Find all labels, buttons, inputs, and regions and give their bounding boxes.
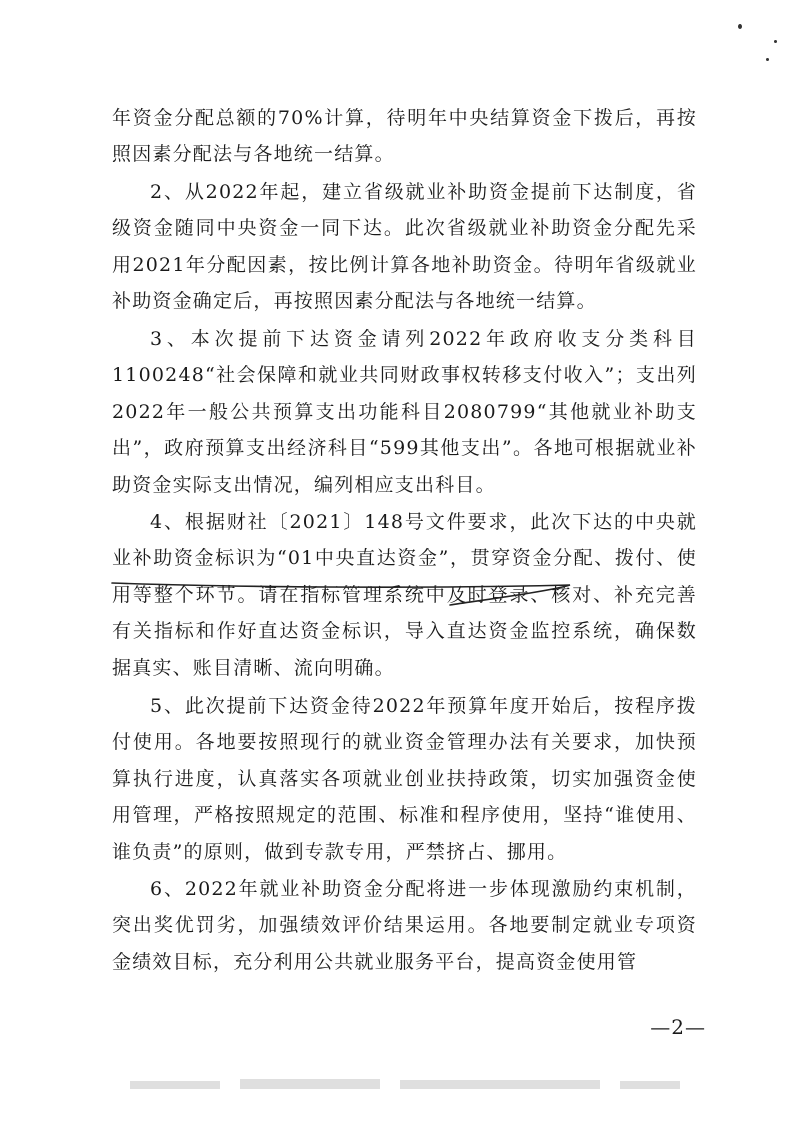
paragraph-continuation: 年资金分配总额的70%计算，待明年中央结算资金下拨后，再按照因素分配法与各地统一结算。 [112,107,697,166]
scan-speck [774,40,777,43]
scan-speck [738,24,742,29]
paragraph-item-6: 6、2022年就业补助资金分配将进一步体现激励约束机制，突出奖优罚劣，加强绩效评价结果运用。各地要制定就业专项资金绩效目标，充分利用公共就业服务平台，提高资金使用管 [112,878,697,973]
paragraph-item-5: 5、此次提前下达资金待2022年预算年度开始后，按程序拨付使用。各地要按照现行的就业资金管理办法有关要求，加快预算执行进度，认真落实各项就业创业扶持政策，切实加强资金使用管理，严格按照规定的范围、标准和程序使用，坚持“谁使用、谁负责”的原则，做到专款专用，严禁挤占、挪用。 [112,695,697,863]
bleed-through-shadow [130,1075,690,1097]
paragraph-item-3: 3、本次提前下达资金请列2022年政府收支分类科目1100248“社会保障和就业共同财政事权转移支付收入”；支出列2022年一般公共预算支出功能科目2080799“其他就业补助支出”，政府预算支出经济科目“599其他支出”。各地可根据就业补助资金实际支出情况，编列相应支出科目。 [112,328,697,496]
scan-speck [766,58,769,61]
page-number: —2— [650,1015,706,1039]
paragraph-item-4: 4、根据财社〔2021〕148号文件要求，此次下达的中央就业补助资金标识为“01中央直达资金”，贯穿资金分配、拨付、使用等整个环节。请在指标管理系统中及时登录、核对、补充完善有关指标和作好直达资金标识，导入直达资金监控系统，确保数据真实、账目清晰、流向明确。 [112,511,697,679]
paragraph-item-2: 2、从2022年起，建立省级就业补助资金提前下达制度，省级资金随同中央资金一同下达。此次省级就业补助资金分配先采用2021年分配因素，按比例计算各地补助资金。待明年省级就业补助资金确定后，再按照因素分配法与各地统一结算。 [112,181,697,313]
handwritten-underline [110,579,580,609]
